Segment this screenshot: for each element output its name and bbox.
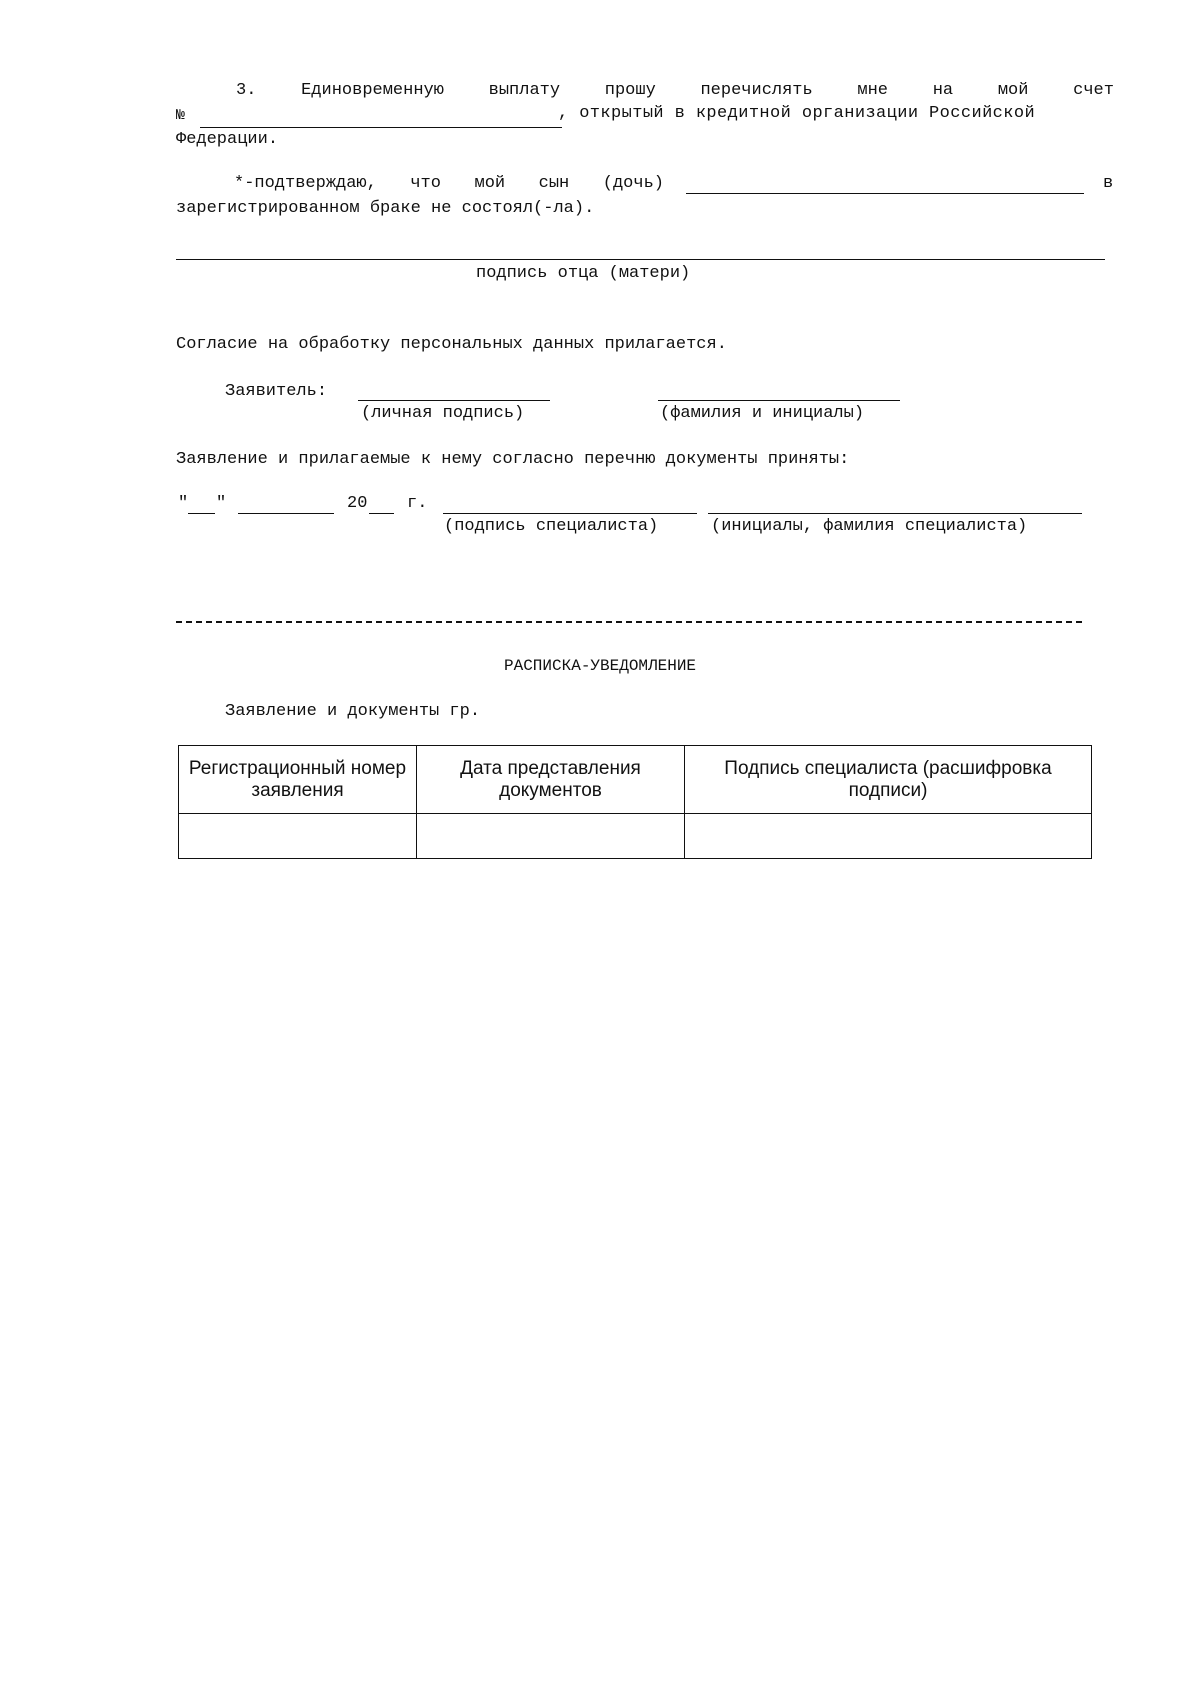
applicant-name-line [658, 400, 900, 401]
table-cell-reg-number [179, 814, 417, 859]
confirm-word: *-подтверждаю, [234, 174, 377, 193]
table-header-row [179, 746, 1092, 814]
confirm-line2: зарегистрированном браке не состоял(-ла). [176, 199, 595, 218]
section3-word: мой [997, 81, 1029, 100]
consent-text: Согласие на обработку персональных данных прилагается. [176, 335, 727, 354]
date-quote-open: " [178, 494, 189, 513]
section3-word: Единовременную [301, 81, 444, 100]
child-name-line [686, 193, 1084, 194]
section3-line1 [236, 81, 1114, 101]
column-header-reg-number: Регистрационный номер заявления [179, 746, 417, 814]
date-quote-close: " [216, 494, 227, 513]
month-line [238, 513, 334, 514]
day-line [188, 513, 215, 514]
year-suffix: г. [407, 494, 428, 513]
confirm-word: что [410, 174, 441, 193]
applicant-signature-line [358, 400, 550, 401]
confirm-line1 [234, 174, 664, 194]
section3-word: на [932, 81, 954, 100]
section3-word: счет [1073, 81, 1114, 100]
parent-signature-caption: подпись отца (матери) [476, 264, 691, 283]
table-cell-date [417, 814, 685, 859]
receipt-intro: Заявление и документы гр. [225, 702, 481, 721]
applicant-name-caption: (фамилия и инициалы) [660, 404, 865, 423]
section3-word: выплату [488, 81, 561, 100]
cut-line [176, 621, 1082, 623]
applicant-signature-caption: (личная подпись) [361, 404, 525, 423]
federation-text: Федерации. [176, 130, 279, 149]
receipt-title: РАСПИСКА-УВЕДОМЛЕНИЕ [504, 657, 697, 675]
accepted-text: Заявление и прилагаемые к нему согласно перечню документы приняты: [176, 450, 850, 469]
account-number-line [200, 127, 562, 128]
section3-word: прошу [604, 81, 656, 100]
parent-signature-line [176, 259, 1105, 260]
section3-word: 3. [236, 81, 257, 100]
year-line [369, 513, 394, 514]
applicant-label: Заявитель: [225, 382, 328, 401]
table-row [179, 814, 1092, 859]
spec-signature-line [443, 513, 697, 514]
bank-text: , открытый в кредитной организации Российской [558, 104, 1036, 123]
confirm-tail: в [1103, 174, 1114, 193]
receipt-table [178, 745, 1092, 859]
spec-name-caption: (инициалы, фамилия специалиста) [711, 517, 1028, 536]
confirm-word: (дочь) [602, 174, 664, 193]
spec-name-line [708, 513, 1082, 514]
section3-word: мне [857, 81, 889, 100]
table-cell-specialist-signature [685, 814, 1092, 859]
confirm-word: мой [474, 174, 506, 193]
year-prefix: 20 [347, 494, 368, 513]
spec-signature-caption: (подпись специалиста) [444, 517, 659, 536]
section3-word: перечислять [700, 81, 813, 100]
column-header-date: Дата представления документов [417, 746, 685, 814]
column-header-specialist-signature: Подпись специалиста (расшифровка подписи) [685, 746, 1092, 814]
number-sign: № [176, 107, 186, 124]
confirm-word: сын [538, 174, 570, 193]
